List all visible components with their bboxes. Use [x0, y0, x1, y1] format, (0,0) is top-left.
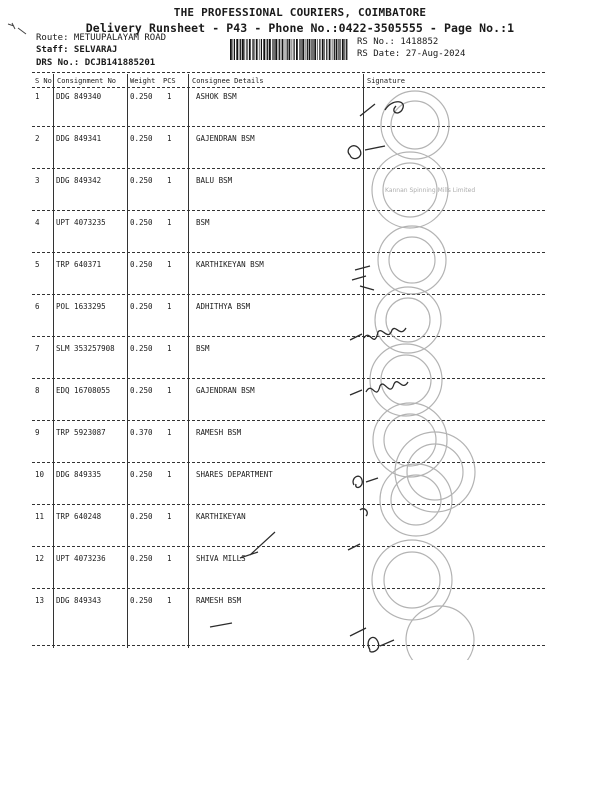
row-sno: 6 — [35, 302, 40, 311]
row-consignment-no: UPT 4073235 — [56, 218, 106, 227]
runsheet-title: Delivery Runsheet - P43 - Phone No.:0422-3505555 - Page No.:1 — [85, 21, 515, 35]
row-pcs: 1 — [167, 470, 172, 479]
row-sno: 8 — [35, 386, 40, 395]
row-consignee: ADHITHYA BSM — [196, 302, 251, 311]
row-sno: 11 — [35, 512, 45, 521]
row-consignment-no: SLM 353257908 — [56, 344, 115, 353]
route-field: Route: METUUPALAYAM ROAD — [36, 33, 167, 43]
row-weight: 0.250 — [130, 554, 153, 563]
row-consignee: ASHOK BSM — [196, 92, 237, 101]
row-consignee: BALU BSM — [196, 176, 233, 185]
row-sno: 1 — [35, 92, 40, 101]
column-header-consignment: Consignment No — [57, 77, 117, 85]
row-consignment-no: POL 1633295 — [56, 302, 106, 311]
rs-number: RS No.: 1418852 — [357, 37, 439, 47]
row-pcs: 1 — [167, 596, 172, 605]
row-consignee: GAJENDRAN BSM — [196, 134, 255, 143]
row-consignee: RAMESH BSM — [196, 428, 242, 437]
column-header-consignee: Consignee Details — [192, 77, 264, 85]
column-header-sno: S No — [35, 77, 52, 85]
row-weight: 0.250 — [130, 302, 153, 311]
row-pcs: 1 — [167, 92, 172, 101]
row-weight: 0.250 — [130, 470, 153, 479]
row-pcs: 1 — [167, 512, 172, 521]
row-consignee: BSM — [196, 344, 210, 353]
row-sno: 10 — [35, 470, 45, 479]
row-sno: 7 — [35, 344, 40, 353]
row-consignment-no: TRP 640371 — [56, 260, 102, 269]
row-sno: 3 — [35, 176, 40, 185]
staff-field: Staff: SELVARAJ — [36, 45, 118, 55]
row-consignee: GAJENDRAN BSM — [196, 386, 255, 395]
row-sno: 9 — [35, 428, 40, 437]
row-sno: 5 — [35, 260, 40, 269]
row-sno: 2 — [35, 134, 40, 143]
row-pcs: 1 — [167, 302, 172, 311]
row-consignee: SHARES DEPARTMENT — [196, 470, 273, 479]
row-consignee: KARTHIKEYAN — [196, 512, 246, 521]
column-divider — [127, 74, 128, 648]
row-weight: 0.250 — [130, 512, 153, 521]
row-pcs: 1 — [167, 218, 172, 227]
row-consignee: SHIVA MILLS — [196, 554, 246, 563]
row-pcs: 1 — [167, 344, 172, 353]
barcode-icon — [230, 39, 348, 60]
row-pcs: 1 — [167, 554, 172, 563]
row-weight: 0.370 — [130, 428, 153, 437]
column-header-weight: Weight — [130, 77, 156, 85]
row-pcs: 1 — [167, 176, 172, 185]
header-top-rule — [32, 72, 545, 73]
row-consignment-no: TRP 640248 — [56, 512, 102, 521]
stamp-text: Kannan Spinning Mills Limited — [385, 187, 476, 194]
row-consignment-no: DDG 849341 — [56, 134, 102, 143]
row-sno: 4 — [35, 218, 40, 227]
company-name: THE PROFESSIONAL COURIERS, COIMBATORE — [173, 6, 427, 19]
row-consignment-no: DDG 849342 — [56, 176, 102, 185]
row-weight: 0.250 — [130, 92, 153, 101]
row-consignee: BSM — [196, 218, 210, 227]
company-stamps — [330, 80, 540, 660]
row-consignment-no: UPT 4073236 — [56, 554, 106, 563]
row-consignment-no: TRP 5923087 — [56, 428, 106, 437]
row-consignee: KARTHIKEYAN BSM — [196, 260, 264, 269]
row-consignment-no: DDG 849340 — [56, 92, 102, 101]
row-weight: 0.250 — [130, 386, 153, 395]
row-sno: 13 — [35, 596, 45, 605]
row-sno: 12 — [35, 554, 45, 563]
row-pcs: 1 — [167, 134, 172, 143]
row-pcs: 1 — [167, 260, 172, 269]
row-pcs: 1 — [167, 428, 172, 437]
row-weight: 0.250 — [130, 260, 153, 269]
column-header-signature: Signature — [367, 77, 405, 85]
row-consignee: RAMESH BSM — [196, 596, 242, 605]
column-divider — [53, 74, 54, 648]
row-weight: 0.250 — [130, 134, 153, 143]
rs-date: RS Date: 27-Aug-2024 — [357, 49, 466, 59]
column-header-pcs: PCS — [163, 77, 176, 85]
row-weight: 0.250 — [130, 218, 153, 227]
row-weight: 0.250 — [130, 176, 153, 185]
row-weight: 0.250 — [130, 344, 153, 353]
row-weight: 0.250 — [130, 596, 153, 605]
row-consignment-no: EDQ 16708055 — [56, 386, 111, 395]
pen-strokes — [180, 500, 300, 640]
row-pcs: 1 — [167, 386, 172, 395]
table-bottom-rule — [32, 645, 545, 646]
row-consignment-no: DDG 849335 — [56, 470, 102, 479]
drs-number: DRS No.: DCJB141885201 — [36, 58, 156, 68]
row-consignment-no: DDG 849343 — [56, 596, 102, 605]
